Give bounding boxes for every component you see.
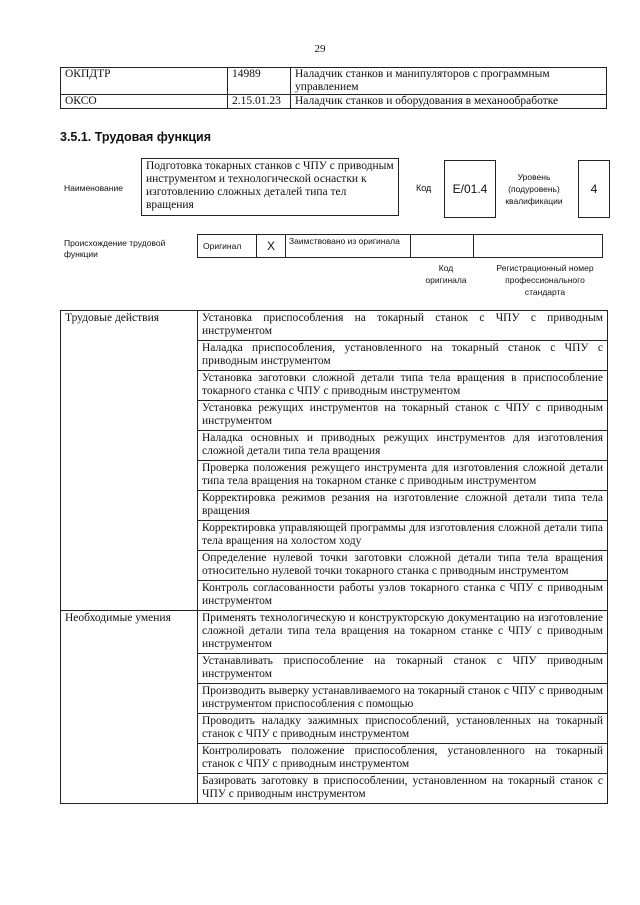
function-code-label: Код	[416, 183, 432, 193]
labor-action-item: Корректировка управляющей программы для изготовления сложной детали типа тела вращения на холостом ходу	[198, 521, 608, 551]
skill-item: Производить выверку устанавливаемого на токарный станок с ЧПУ с приводным инструментом приспособления с помощью	[198, 684, 608, 714]
qualification-level-label: Уровень (подуровень) квалификации	[505, 172, 563, 206]
original-label: Оригинал	[197, 234, 257, 258]
function-name-label: Наименование	[64, 183, 123, 193]
classifier-code: 2.15.01.23	[228, 95, 291, 109]
function-details-table	[60, 310, 608, 804]
function-name-value: Подготовка токарных станков с ЧПУ с приводным инструментом и технологической оснастки к изготовлению сложных деталей типа тел вращения	[141, 158, 399, 216]
classifier-title: Наладчик станков и манипуляторов с программным управлением	[291, 68, 607, 95]
original-mark: X	[256, 234, 286, 258]
function-code-value: E/01.4	[444, 160, 496, 218]
table-row	[61, 68, 607, 95]
section-title: 3.5.1. Трудовая функция	[60, 130, 212, 144]
classifier-codes-table	[60, 67, 607, 109]
labor-action-item: Наладка основных и приводных режущих инструментов для изготовления сложной детали типа тела вращения	[198, 431, 608, 461]
origin-code-label: Код оригинала	[425, 263, 467, 285]
classifier-code: 14989	[228, 68, 291, 95]
classifier-title: Наладчик станков и оборудования в механообработке	[291, 95, 607, 109]
table-row	[61, 95, 607, 109]
labor-action-item: Определение нулевой точки заготовки сложной детали типа тела вращения относительно нулевой точки токарного станка с приводным инструментом	[198, 551, 608, 581]
table-row	[61, 311, 608, 341]
origin-label: Происхождение трудовой функции	[64, 238, 166, 259]
labor-action-item: Установка приспособления на токарный станок с ЧПУ с приводным инструментом	[198, 311, 608, 341]
skill-item: Устанавливать приспособление на токарный станок с ЧПУ приводным инструментом	[198, 654, 608, 684]
labor-action-item: Установка заготовки сложной детали типа тела вращения в приспособление токарного станка с ЧПУ с приводным инструментом	[198, 371, 608, 401]
labor-action-item: Наладка приспособления, установленного на токарный станок с ЧПУ с приводным инструментом	[198, 341, 608, 371]
origin-code-cell	[410, 234, 474, 258]
reg-number-cell	[473, 234, 603, 258]
classifier-name: ОКСО	[61, 95, 228, 109]
skill-item: Применять технологическую и конструкторскую документацию на изготовление сложной детали типа тела вращения на токарном станке с ЧПУ с приводным инструментом	[198, 611, 608, 654]
skill-item: Проводить наладку зажимных приспособлений, установленных на токарный станок с ЧПУ с приводным инструментом	[198, 714, 608, 744]
required-skills-label: Необходимые умения	[61, 611, 198, 804]
skill-item: Контролировать положение приспособления, установленного на токарный станок с ЧПУ с приводным инструментом	[198, 744, 608, 774]
labor-action-item: Корректировка режимов резания на изготовление сложной детали типа тела вращения	[198, 491, 608, 521]
origin-row	[197, 234, 603, 258]
table-row	[61, 611, 608, 654]
skill-item: Базировать заготовку в приспособлении, установленном на токарный станок с ЧПУ с приводным инструментом	[198, 774, 608, 804]
labor-actions-label: Трудовые действия	[61, 311, 198, 611]
page-number: 29	[314, 43, 326, 55]
labor-action-item: Установка режущих инструментов на токарный станок с ЧПУ с приводным инструментом	[198, 401, 608, 431]
classifier-name: ОКПДТР	[61, 68, 228, 95]
qualification-level-value: 4	[578, 160, 610, 218]
labor-action-item: Проверка положения режущего инструмента для изготовления сложной детали типа тела вращения на токарном станке с приводным инструментом	[198, 461, 608, 491]
borrowed-label: Заимствовано из оригинала	[285, 234, 411, 258]
labor-action-item: Контроль согласованности работы узлов токарного станка с ЧПУ с приводным инструментом	[198, 581, 608, 611]
reg-number-label: Регистрационный номер профессионального стандарта	[496, 263, 594, 297]
